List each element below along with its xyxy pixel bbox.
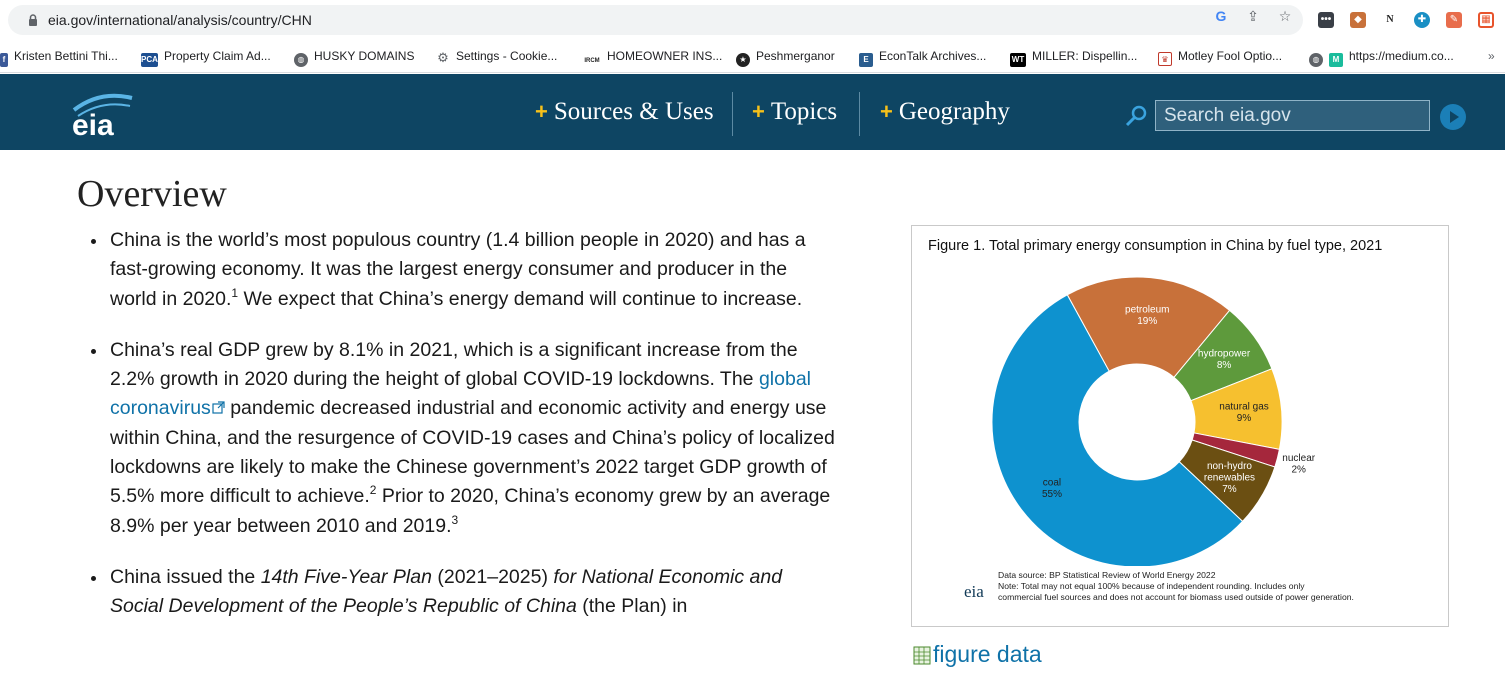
share-icon[interactable]: ⇪ <box>1247 8 1259 24</box>
browser-address-bar <box>0 0 1505 40</box>
list-item: China is the world’s most populous country (1.4 billion people in 2020) and has a fast-growing economy. It was the largest energy consumer and producer in the world in 2020.$^1$ We expect that China’s energy demand will continue to increase. <box>110 226 835 314</box>
figure-1 <box>911 225 1449 627</box>
google-icon[interactable]: G <box>1215 8 1227 24</box>
slice-label: coal 55% <box>1041 477 1062 500</box>
footnote-ref[interactable]: 1 <box>231 285 239 300</box>
nav-divider <box>859 92 860 136</box>
slice-label: non-hydro renewables 7% <box>1203 460 1256 495</box>
nav-geography[interactable]: + Geography <box>880 98 1010 125</box>
econtalk-icon: E <box>859 53 873 67</box>
search-go-button[interactable] <box>1440 104 1466 130</box>
extension-icon[interactable]: ▦ <box>1478 12 1494 28</box>
bookmark-item[interactable]: E EconTalk Archives... <box>859 48 986 66</box>
figure-eia-logo: eia <box>964 582 984 601</box>
figure-source: Data source: BP Statistical Review of World Energy 2022 Note: Total may not equal 100% because of independent rounding. Includes only commercial fuel sources and does not account for biomass used outside of power generation. <box>998 570 1354 602</box>
page-title: Overview <box>77 173 227 215</box>
lock-icon <box>26 13 40 27</box>
footnote-ref[interactable]: 2 <box>369 483 377 498</box>
external-link-icon <box>212 401 225 414</box>
plus-icon: + <box>535 99 548 124</box>
slice-label: natural gas 9% <box>1219 401 1269 425</box>
wt-icon: WT <box>1010 53 1026 67</box>
bookmark-item[interactable]: ◍ M https://medium.co... <box>1309 48 1454 66</box>
slice-label: petroleum 19% <box>1125 304 1170 327</box>
fool-icon: ♛ <box>1158 52 1172 66</box>
url-bar[interactable] <box>8 5 1303 35</box>
url-text: eia.gov/international/analysis/country/CHN <box>48 12 312 28</box>
ircm-icon: IRCM <box>583 54 601 68</box>
donut-chart <box>912 226 1450 566</box>
logo-text: eia <box>72 109 114 138</box>
plus-icon: + <box>752 99 765 124</box>
facebook-icon: f <box>0 53 8 67</box>
gear-icon: ⚙ <box>437 50 449 65</box>
overview-list <box>110 226 835 644</box>
bookmark-item[interactable]: IRCM HOMEOWNER INS... <box>583 48 722 66</box>
list-item: China issued the 14th Five-Year Plan (2021–2025) for National Economic and Social Development of the People’s Republic of China (the Plan) in <box>110 563 835 622</box>
nav-topics[interactable]: + Topics <box>752 98 838 125</box>
figure-data-link[interactable]: figure data <box>913 641 1042 668</box>
search-input[interactable] <box>1155 100 1430 131</box>
footnote-ref[interactable]: 3 <box>451 512 459 527</box>
bookmarks-overflow-icon[interactable]: » <box>1488 49 1495 63</box>
extension-icon[interactable]: ✚ <box>1414 12 1430 28</box>
bookmark-item[interactable]: ⚙ Settings - Cookie... <box>437 49 558 65</box>
bookmark-item[interactable]: WT MILLER: Dispellin... <box>1010 48 1137 66</box>
bookmarks-bar <box>0 40 1505 73</box>
list-item: China’s real GDP grew by 8.1% in 2021, which is a significant increase from the 2.2% growth in 2020 during the height of global COVID-19 lockdowns. The global coronavirus pandemic decreased industrial and economic activity and energy use within China, and the resurgence of COVID-19 cases and China’s policy of localized lockdowns are likely to make the Chinese government’s 2022 target GDP growth of 5.5% more difficult to achieve.$^2$ Prior to 2020, China’s economy grew by an average 8.9% per year between 2010 and 2019.$^3$ <box>110 336 835 541</box>
globe-icon: ◍ <box>1309 53 1323 67</box>
nav-divider <box>732 92 733 136</box>
search-icon[interactable] <box>1124 104 1148 128</box>
pca-icon: PCA <box>141 53 158 67</box>
figure-title: Figure 1. Total primary energy consumption in China by fuel type, 2021 <box>928 238 1383 254</box>
slice-label: nuclear 2% <box>1282 453 1316 476</box>
star-icon[interactable]: ☆ <box>1278 8 1292 24</box>
bookmark-item[interactable]: ★ Peshmerganor <box>736 48 835 66</box>
bookmark-item[interactable]: ♛ Motley Fool Optio... <box>1158 48 1282 66</box>
extension-icon[interactable]: N <box>1382 12 1398 28</box>
bookmark-item[interactable]: f Kristen Bettini Thi... <box>0 48 118 66</box>
extension-icon[interactable]: ◆ <box>1350 12 1366 28</box>
bookmark-item[interactable]: PCA Property Claim Ad... <box>141 48 271 66</box>
spreadsheet-icon <box>913 645 931 665</box>
globe-icon: ◍ <box>294 53 308 67</box>
slice-label: hydropower 8% <box>1197 348 1251 371</box>
medium-icon: M <box>1329 53 1343 67</box>
extension-icon[interactable]: ✎ <box>1446 12 1462 28</box>
shield-icon: ★ <box>736 53 750 67</box>
global-coronavirus-link[interactable]: global coronavirus <box>110 368 811 420</box>
plus-icon: + <box>880 99 893 124</box>
nav-sources-uses[interactable]: + Sources & Uses <box>535 98 714 125</box>
eia-logo[interactable] <box>70 88 140 138</box>
extension-icon[interactable]: ••• <box>1318 12 1334 28</box>
bookmark-item[interactable]: ◍ HUSKY DOMAINS <box>294 48 414 66</box>
